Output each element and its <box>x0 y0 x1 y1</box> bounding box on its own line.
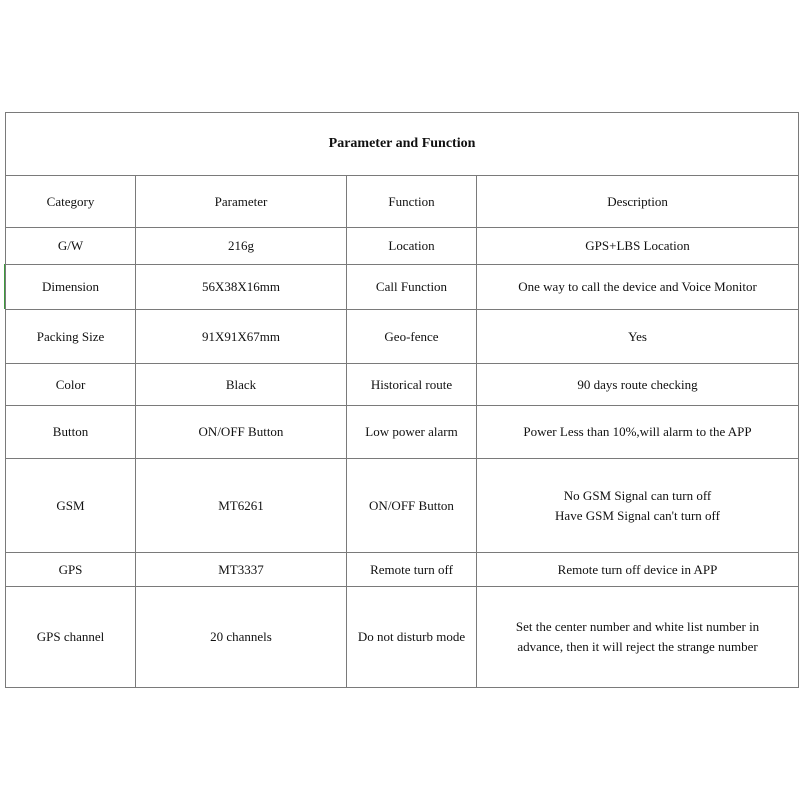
description-line: Yes <box>628 328 647 344</box>
cell-category: Button <box>6 406 136 459</box>
table-row <box>6 459 799 553</box>
table-title: Parameter and Function <box>6 113 799 176</box>
cell-description <box>477 553 799 587</box>
description-line: One way to call the device and Voice Monitor <box>518 279 757 294</box>
cell-parameter: 216g <box>136 228 347 265</box>
header-parameter: Parameter <box>136 176 347 228</box>
cell-parameter: 56X38X16mm <box>136 265 347 310</box>
cell-parameter: MT6261 <box>136 459 347 553</box>
cell-description <box>477 587 799 688</box>
cell-parameter: 91X91X67mm <box>136 310 347 364</box>
description-line: Set the center number and white list number in <box>515 619 760 634</box>
cell-parameter: Black <box>136 364 347 406</box>
description-line: GPS+LBS Location <box>585 238 690 253</box>
cell-category: GPS <box>6 553 136 587</box>
cell-category: Packing Size <box>6 310 136 364</box>
cell-description <box>477 310 799 364</box>
table-row <box>6 364 799 406</box>
cell-category: GPS channel <box>6 587 136 688</box>
parameter-function-table <box>5 112 799 688</box>
description-line: 90 days route checking <box>577 376 698 392</box>
cell-category: Dimension <box>6 265 136 310</box>
cell-parameter: ON/OFF Button <box>136 406 347 459</box>
cell-category: GSM <box>6 459 136 553</box>
cell-function: Remote turn off <box>347 553 477 587</box>
description-line: advance, then it will reject the strange number <box>517 639 758 654</box>
table-row <box>6 265 799 310</box>
cell-description <box>477 406 799 459</box>
cell-function: Historical route <box>347 364 477 406</box>
table-row <box>6 553 799 587</box>
table-row <box>6 310 799 364</box>
title-row <box>6 113 799 176</box>
header-row <box>6 176 799 228</box>
description-line: Power Less than 10%,will alarm to the APP <box>523 424 752 439</box>
description-line: Have GSM Signal can't turn off <box>555 507 720 523</box>
cell-description <box>477 364 799 406</box>
cell-description <box>477 265 799 310</box>
cell-parameter: 20 channels <box>136 587 347 688</box>
cell-category: Color <box>6 364 136 406</box>
header-category: Category <box>6 176 136 228</box>
header-function: Function <box>347 176 477 228</box>
cell-function: ON/OFF Button <box>347 459 477 553</box>
cell-description <box>477 228 799 265</box>
table-row <box>6 587 799 688</box>
cell-description <box>477 459 799 553</box>
cell-function: Geo-fence <box>347 310 477 364</box>
header-description: Description <box>477 176 799 228</box>
cell-function: Low power alarm <box>347 406 477 459</box>
cell-category: G/W <box>6 228 136 265</box>
table-row <box>6 228 799 265</box>
cell-function: Do not disturb mode <box>347 587 477 688</box>
cell-parameter: MT3337 <box>136 553 347 587</box>
cell-function: Call Function <box>347 265 477 310</box>
table-row <box>6 406 799 459</box>
description-line: No GSM Signal can turn off <box>563 487 712 503</box>
description-line: Remote turn off device in APP <box>557 561 718 577</box>
cell-function: Location <box>347 228 477 265</box>
